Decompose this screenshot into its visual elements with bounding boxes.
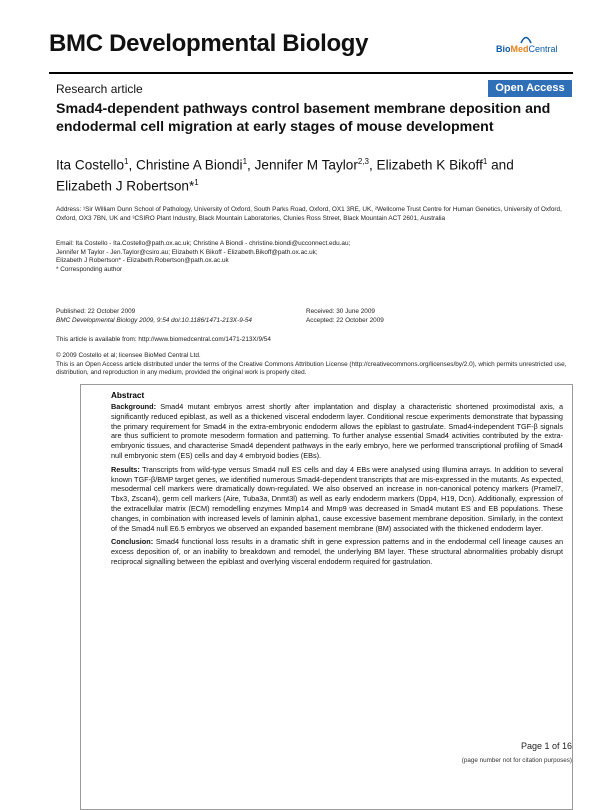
open-access-badge: Open Access	[488, 80, 572, 97]
email-line[interactable]: Jennifer M Taylor - Jen.Taylor@csiro.au; Elizabeth K Bikoff - Elizabeth.Bikoff@path.ox.ac.uk;	[56, 248, 318, 256]
author-name[interactable]: Elizabeth K Bikoff	[376, 157, 483, 173]
abstract-heading: Abstract	[111, 391, 145, 400]
author-name[interactable]: Christine A Biondi	[136, 157, 243, 173]
background-label: Background:	[111, 402, 156, 411]
author-affiliation: 1	[242, 157, 248, 166]
article-url[interactable]: This article is available from: http://www.biomedcentral.com/1471-213X/9/54	[56, 336, 271, 343]
logo-arc-icon	[520, 34, 532, 44]
author-name[interactable]: Elizabeth J Robertson*	[56, 178, 195, 194]
header-rule	[49, 72, 573, 74]
author-list	[56, 153, 572, 194]
citation: BMC Developmental Biology 2009, 9:54 doi:10.1186/1471-213X-9-54	[56, 316, 252, 324]
results-label: Results:	[111, 464, 140, 474]
article-title: Smad4-dependent pathways control basement membrane deposition and endodermal cell migration at early stages of mouse development	[56, 101, 551, 135]
results-text: Transcripts from wild-type versus Smad4 null ES cells and day 4 EBs were analysed using Illumina arrays. In addition to several known TGF-β/BMP target genes, we identified numerous Smad4-dependent transcripts that are mis-expressed in the mutants. As expected, mesodermal cell markers were dramatically down-regulated. We also observed an increase in non-canonical potency markers (Pramel7, Tbx3, Zscan4), germ cell markers (Aire, Tuba3a, Dnmt3l) as well as early endoderm markers (Dpp4, H19, Dcn). Additionally, expression of the extracellular matrix (ECM) remodelling enzymes Mmp14 and Mmp9 was decreased in Smad4 mutant ES and EB populations. These changes, in combination with increased levels of laminin alpha1, cause excessive basement membrane deposition. Similarly, in the context of the Smad4 null E6.5 embryos we observed an expanded basement membrane (BM) associated with the thickened endoderm layer.	[111, 464, 563, 533]
email-block	[56, 240, 386, 274]
conclusion-text: Smad4 functional loss results in a dramatic shift in gene expression patterns and in the endodermal cell lineage causes an excess deposition of, or an inability to breakdown and remodel, the underlying BM layer. These structural abnormalities probably disrupt reciprocal signalling between the epiblast and overlying visceral endoderm required for gastrulation.	[111, 537, 564, 566]
accepted-date: Accepted: 22 October 2009	[306, 316, 384, 324]
affiliation-address: Address: ¹Sir William Dunn School of Pathology, University of Oxford, South Parks Road, Oxford, OX1 3RE, UK, ²Wellcome Trust Centre for Human Genetics, University of Oxford, Oxford, OX3 7BN, UK and ³CSIRO Plant Industry, Black Mountain Laboratories, Clunies Ross Street, Black Mountain ACT 2601, Australia	[56, 206, 562, 222]
abstract-box	[80, 384, 573, 810]
abstract-background	[111, 402, 563, 461]
author-separator: ,	[247, 157, 255, 173]
received-date: Received: 30 June 2009	[306, 308, 375, 315]
author-name[interactable]: Jennifer M Taylor	[254, 157, 358, 173]
author-affiliation: 1	[482, 157, 488, 166]
publication-info	[56, 308, 252, 325]
email-line[interactable]: Elizabeth J Robertson* - Elizabeth.Robertson@path.ox.ac.uk	[56, 257, 229, 265]
published-date: Published: 22 October 2009	[56, 308, 136, 315]
article-type: Research article	[56, 82, 143, 96]
author-affiliation: 1	[194, 177, 199, 187]
background-text: Smad4 mutant embryos arrest shortly after implantation and display a characteristic shortened proximodistal axis, a significantly reduced epiblast, as well as a thickened visceral endoderm layer. Conditional rescue experiments demonstrate that bypassing the primary requirement for Smad4 in the extra-embryonic endoderm allows the epiblast to gastrulate. Smad4-independent TGF-β signals are thus sufficient to promote mesoderm formation and patterning. To further analyse essential Smad4 activities contributed by the extra-embryonic tissues, and characterise Smad4 dependent pathways in the early embryo, here we performed transcriptional profiling of Smad4 null embryonic stem (ES) cells and day 4 embryoid bodies (EBs).	[111, 402, 564, 460]
author-separator: ,	[368, 157, 377, 173]
author-affiliation: 1	[124, 157, 129, 166]
logo-med: Med	[510, 44, 529, 54]
biomed-central-logo	[496, 34, 566, 58]
license-block	[56, 352, 572, 378]
author-affiliation: 2,3	[357, 157, 369, 166]
abstract-conclusion	[111, 537, 563, 566]
journal-title: BMC Developmental Biology	[49, 30, 369, 57]
received-accepted	[306, 308, 384, 325]
page-number: Page 1 of 16	[520, 741, 572, 751]
conclusion-label: Conclusion:	[111, 537, 154, 547]
author-name[interactable]: Ita Costello	[56, 157, 125, 173]
corresponding-author-note: * Corresponding author	[56, 265, 123, 273]
author-separator: ,	[128, 157, 137, 173]
logo-central: Central	[528, 44, 558, 54]
page-number-note: (page number not for citation purposes)	[461, 757, 572, 764]
author-separator: and	[487, 157, 514, 173]
logo-bio: Bio	[496, 44, 511, 54]
abstract-results	[111, 465, 563, 534]
copyright: © 2009 Costello et al; licensee BioMed Central Ltd.	[56, 352, 201, 359]
license-text: This is an Open Access article distributed under the terms of the Creative Commons Attribution License (http://creativecommons.org/licenses/by/2.0), which permits unrestricted use, distribution, and reproduction in any medium, provided the original work is properly cited.	[56, 360, 567, 377]
email-line[interactable]: Email: Ita Costello - Ita.Costello@path.ox.ac.uk; Christine A Biondi - christine.biondi@ucconnect.edu.au;	[56, 240, 351, 247]
